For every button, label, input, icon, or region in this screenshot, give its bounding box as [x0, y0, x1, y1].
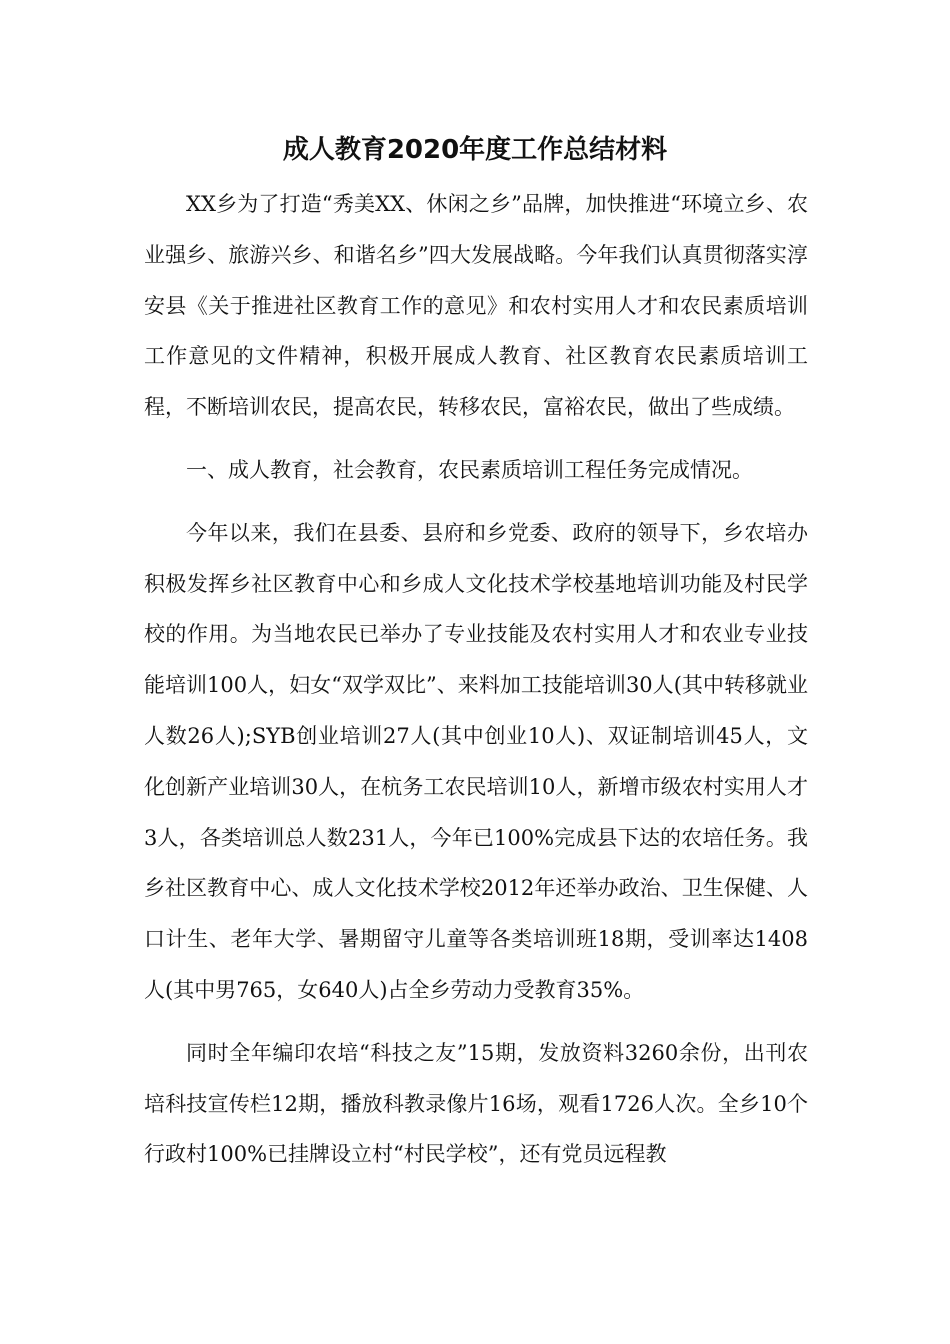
document-title: 成人教育2020年度工作总结材料 [282, 135, 668, 165]
paragraph-publications: 同时全年编印农培“科技之友”15期，发放资料3260余份，出刊农培科技宣传栏12期，播放科教录像片16场，观看1726人次。全乡10个行政村100%已挂牌设立村“村民学校”，还有党员远程教 [144, 1040, 808, 1167]
paragraph-intro: XX乡为了打造“秀美XX、休闲之乡”品牌，加快推进“环境立乡、农业强乡、旅游兴乡、和谐名乡”四大发展战略。今年我们认真贯彻落实淳安县《关于推进社区教育工作的意见》和农村实用人才和农民素质培训工作意见的文件精神，积极开展成人教育、社区教育农民素质培训工程，不断培训农民，提高农民，转移农民，富裕农民，做出了些成绩。 [144, 192, 808, 420]
paragraph-training-summary: 今年以来，我们在县委、县府和乡党委、政府的领导下，乡农培办积极发挥乡社区教育中心和乡成人文化技术学校基地培训功能及村民学校的作用。为当地农民已举办了专业技能及农村实用人才和农业专业技能培训100人，妇女“双学双比”、来料加工技能培训30人(其中转移就业人数26人);SYB创业培训27人(其中创业10人)、双证制培训45人，文化创新产业培训30人，在杭务工农民培训10人，新增市级农村实用人才3人，各类培训总人数231人，今年已100%完成县下达的农培任务。我乡社区教育中心、成人文化技术学校2012年还举办政治、卫生保健、人口计生、老年大学、暑期留守儿童等各类培训班18期，受训率达1408人(其中男765，女640人)占全乡劳动力受教育35%。 [144, 520, 808, 1002]
document-body [144, 179, 808, 1180]
paragraph-section-heading: 一、成人教育，社会教育，农民素质培训工程任务完成情况。 [186, 457, 753, 482]
